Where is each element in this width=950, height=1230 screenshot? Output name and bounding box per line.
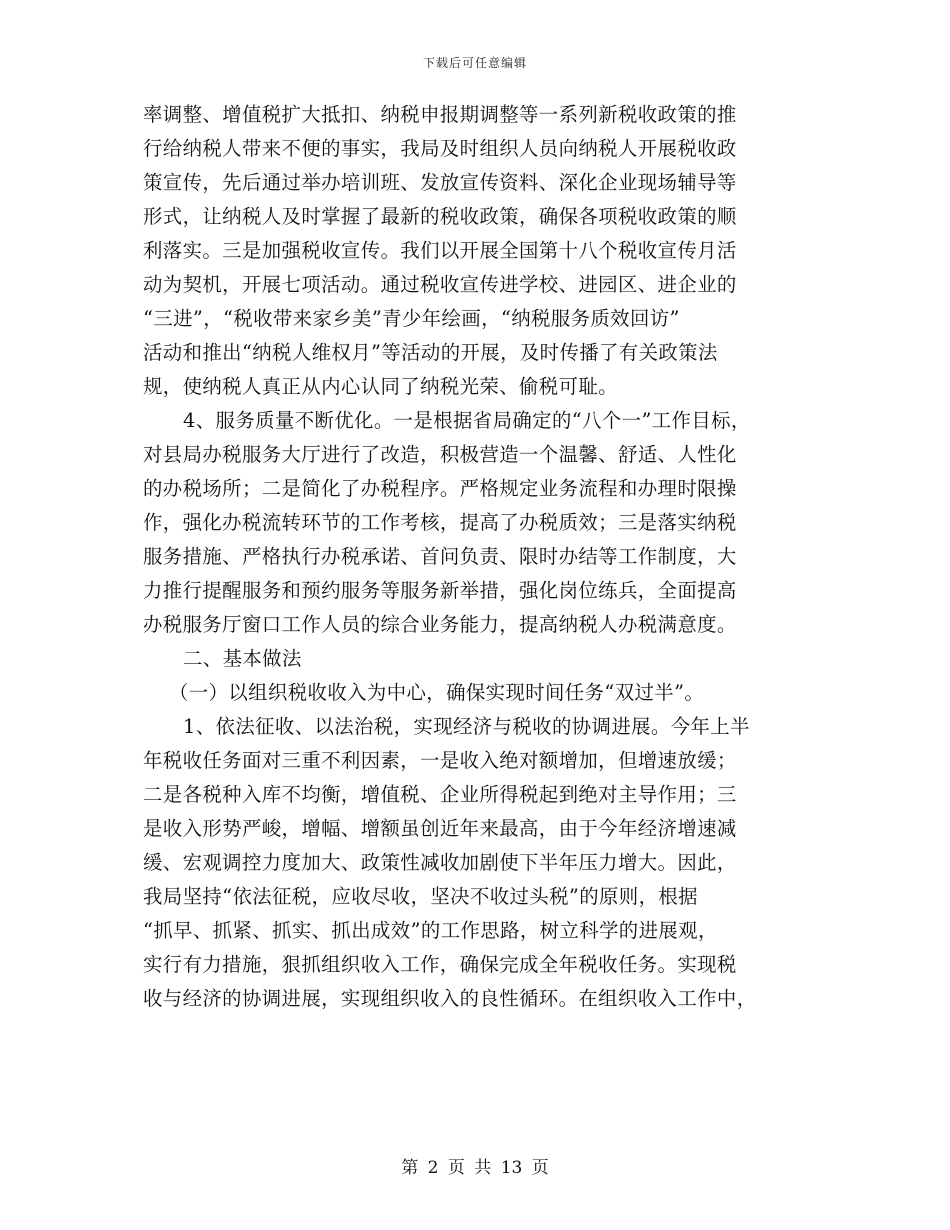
text-line: 是收入形势严峻，增幅、增额虽创近年来最高，由于今年经济增速减: [143, 817, 737, 840]
text-line: 收与经济的协调进展，实现组织收入的良性循环。在组织收入工作中，: [143, 987, 757, 1010]
text-line: 行给纳税人带来不便的事实，我局及时组织人员向纳税人开展税收政: [143, 137, 737, 160]
text-line: 缓、宏观调控力度加大、政策性减收加剧使下半年压力增大。因此，: [143, 851, 737, 874]
paragraph-start-line: 1、依法征收、以法治税，实现经济与税收的协调进展。今年上半: [183, 715, 750, 738]
text-line: 规，使纳税人真正从内心认同了纳税光荣、偷税可耻。: [143, 375, 618, 398]
section-heading: 二、基本做法: [183, 647, 302, 670]
text-line: “三进”，“税收带来家乡美”青少年绘画，“纳税服务质效回访”: [143, 307, 680, 330]
page-number: 第 2 页 共 13 页: [401, 1158, 549, 1178]
text-line: 的办税场所；二是简化了办税程序。严格规定业务流程和办理时限操: [143, 477, 737, 500]
text-line: 二是各税种入库不均衡，增值税、企业所得税起到绝对主导作用；三: [143, 783, 737, 806]
text-line: 动为契机，开展七项活动。通过税收宣传进学校、进园区、进企业的: [143, 273, 737, 296]
text-line: 活动和推出“纳税人维权月”等活动的开展，及时传播了有关政策法: [143, 341, 718, 364]
text-line: 服务措施、严格执行办税承诺、首问负责、限时办结等工作制度，大: [143, 545, 737, 568]
text-line: 年税收任务面对三重不利因素，一是收入绝对额增加，但增速放缓；: [143, 749, 737, 772]
text-line: 形式，让纳税人及时掌握了最新的税收政策，确保各项税收政策的顺: [143, 205, 737, 228]
text-line: 我局坚持“依法征税，应收尽收，坚决不收过头税”的原则，根据: [143, 885, 698, 908]
document-body: [143, 98, 823, 1016]
subsection-heading: （一）以组织税收收入为中心，确保实现时间任务“双过半”。: [169, 681, 705, 704]
text-line: “抓早、抓紧、抓实、抓出成效”的工作思路，树立科学的进展观，: [143, 919, 718, 942]
page-header: 下载后可任意编辑: [422, 56, 527, 70]
text-line: 办税服务厅窗口工作人员的综合业务能力，提高纳税人办税满意度。: [143, 613, 737, 636]
text-line: 作，强化办税流转环节的工作考核，提高了办税质效；三是落实纳税: [143, 511, 737, 534]
text-line: 利落实。三是加强税收宣传。我们以开展全国第十八个税收宣传月活: [143, 239, 737, 262]
text-line: 率调整、增值税扩大抵扣、纳税申报期调整等一系列新税收政策的推: [143, 103, 737, 126]
text-line: 力推行提醒服务和预约服务等服务新举措，强化岗位练兵，全面提高: [143, 579, 737, 602]
text-line: 对县局办税服务大厅进行了改造，积极营造一个温馨、舒适、人性化: [143, 443, 737, 466]
paragraph-start-line: 4、服务质量不断优化。一是根据省局确定的“八个一”工作目标，: [183, 409, 751, 432]
text-line: 策宣传，先后通过举办培训班、发放宣传资料、深化企业现场辅导等: [143, 171, 737, 194]
text-line: 实行有力措施，狠抓组织收入工作，确保完成全年税收任务。实现税: [143, 953, 737, 976]
